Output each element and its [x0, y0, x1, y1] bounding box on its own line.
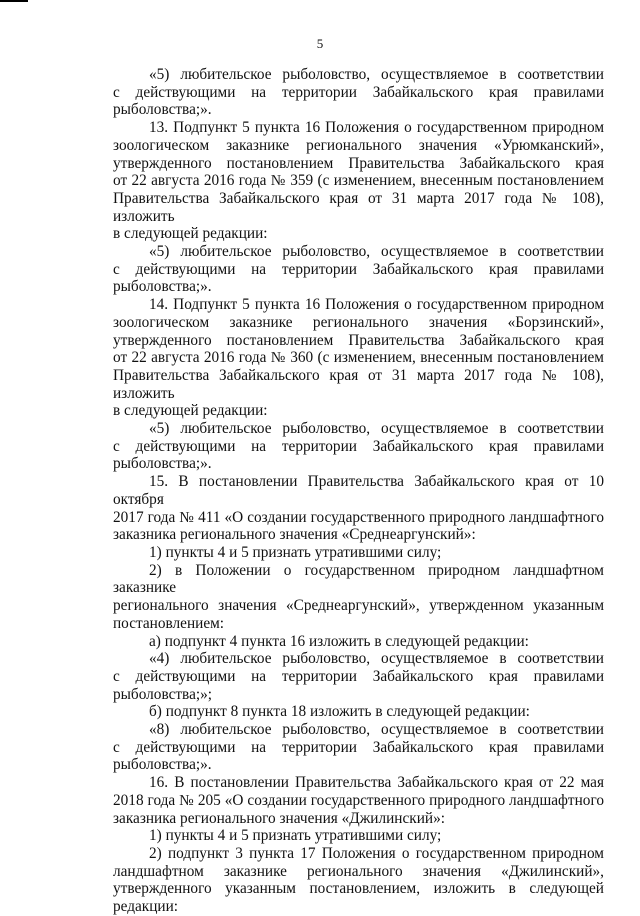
paragraph-line: рыболовства;».: [113, 101, 212, 119]
paragraph: [113, 774, 604, 827]
paragraph-line: 2) в Положении о государственном природном ландшафтном заказнике: [113, 561, 604, 597]
paragraph-line: с действующими на территории Забайкальского края правилами: [113, 437, 604, 455]
paragraph: [113, 650, 604, 703]
paragraph-line: редакции:: [113, 898, 179, 916]
paragraph-line: с действующими на территории Забайкальского края правилами: [113, 667, 604, 685]
paragraph-line: 13. Подпункт 5 пункта 16 Положения о государственном природном: [149, 119, 604, 137]
paragraph-line: «5) любительское рыболовство, осуществляемое в соответствии: [149, 243, 604, 261]
paragraph: [113, 562, 604, 633]
paragraph-line: рыболовства;»;: [113, 685, 213, 703]
paragraph-line: утвержденного указанным постановлением, изложить в следующей: [113, 880, 604, 898]
paragraph-line: от 22 августа 2016 года № 359 (с изменением, внесенным постановлением: [113, 172, 604, 190]
paragraph: [113, 473, 604, 544]
paragraph-line: в следующей редакции:: [113, 225, 268, 243]
paragraph: [113, 420, 604, 473]
paragraph-line: 2017 года № 411 «О создании государственного природного ландшафтного: [113, 508, 604, 526]
paragraph-line: Правительства Забайкальского края от 31 марта 2017 года № 108), изложить: [113, 189, 604, 225]
paragraph-line: рыболовства;».: [113, 455, 212, 473]
paragraph-line: от 22 августа 2016 года № 360 (с изменением, внесенным постановлением: [113, 349, 604, 367]
paragraph-line: с действующими на территории Забайкальского края правилами: [113, 83, 604, 101]
paragraph-line: «8) любительское рыболовство, осуществляемое в соответствии: [149, 721, 604, 739]
paragraph: [113, 827, 604, 845]
paragraph-line: б) подпункт 8 пункта 18 изложить в следующей редакции:: [149, 703, 530, 721]
paragraph-line: Правительства Забайкальского края от 31 марта 2017 года № 108), изложить: [113, 366, 604, 402]
paragraph-line: ландшафтном заказнике регионального значения «Джилинский»,: [113, 862, 604, 880]
paragraph-line: 14. Подпункт 5 пункта 16 Положения о государственном природном: [149, 296, 604, 314]
paragraph-line: 2) подпункт 3 пункта 17 Положения о государственном природном: [149, 844, 604, 862]
paragraph-line: зоологическом заказнике регионального значения «Борзинский»,: [113, 313, 604, 331]
paragraph: [113, 703, 604, 721]
paragraph-line: рыболовства;».: [113, 278, 212, 296]
paragraph: [113, 721, 604, 774]
paragraph-line: зоологическом заказнике регионального значения «Урюмканский»,: [113, 136, 604, 154]
paragraph: [113, 243, 604, 296]
paragraph-line: «5) любительское рыболовство, осуществляемое в соответствии: [149, 420, 604, 438]
paragraph-line: регионального значения «Среднеаргунский», утвержденном указанным: [113, 597, 604, 615]
paragraph-line: постановлением:: [113, 614, 225, 632]
paragraph-line: в следующей редакции:: [113, 402, 268, 420]
paragraph-line: с действующими на территории Забайкальского края правилами: [113, 738, 604, 756]
paragraph: [113, 296, 604, 420]
paragraph-line: а) подпункт 4 пункта 16 изложить в следующей редакции:: [149, 632, 529, 650]
paragraph-line: рыболовства;».: [113, 756, 212, 774]
paragraph-line: 15. В постановлении Правительства Забайкальского края от 10 октября: [113, 473, 604, 508]
paragraph: [113, 119, 604, 243]
paragraph-line: 16. В постановлении Правительства Забайкальского края от 22 мая: [149, 774, 604, 792]
corner-mark: [0, 0, 28, 2]
paragraph-line: 1) пункты 4 и 5 признать утратившими силу;: [149, 543, 442, 561]
paragraph-line: утвержденного постановлением Правительства Забайкальского края: [113, 331, 604, 349]
paragraph: [113, 633, 604, 651]
paragraph-line: 1) пункты 4 и 5 признать утратившими силу;: [149, 827, 442, 845]
document-body: [113, 66, 604, 916]
paragraph: [113, 66, 604, 119]
paragraph-line: заказника регионального значения «Среднеаргунский»:: [113, 526, 476, 544]
paragraph-line: 2018 года № 205 «О создании государственного природного ландшафтного: [113, 791, 604, 809]
paragraph-line: «5) любительское рыболовство, осуществляемое в соответствии: [149, 66, 604, 83]
paragraph-line: утвержденного постановлением Правительства Забайкальского края: [113, 154, 604, 172]
paragraph: [113, 544, 604, 562]
paragraph-line: с действующими на территории Забайкальского края правилами: [113, 260, 604, 278]
paragraph-line: заказника регионального значения «Джилинский»:: [113, 809, 445, 827]
paragraph-line: «4) любительское рыболовство, осуществляемое в соответствии: [149, 650, 604, 668]
page-number: 5: [316, 36, 324, 51]
paragraph: [113, 845, 604, 916]
